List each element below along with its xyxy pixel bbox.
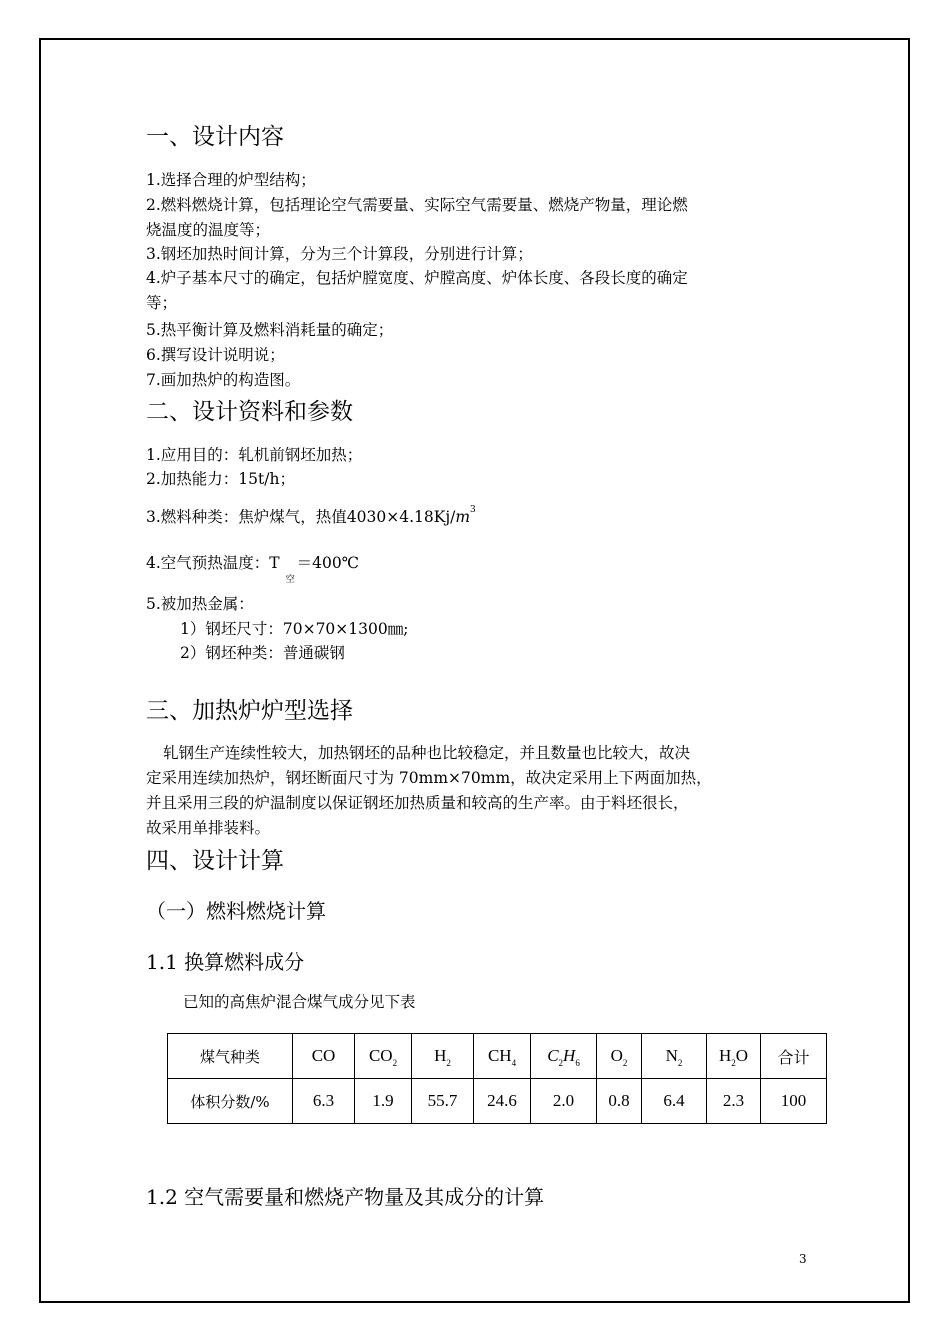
table-cell: 1.9	[355, 1079, 412, 1124]
page-number: 3	[799, 1252, 807, 1266]
table-cell: 55.7	[412, 1079, 474, 1124]
section-1-1-title: 1.1 换算燃料成分	[146, 950, 305, 974]
table-header-cell: CO	[293, 1034, 355, 1079]
s1-item: 2.燃料燃烧计算，包括理论空气需要量、实际空气需要量、燃烧产物量，理论燃	[146, 196, 688, 214]
s3-line: 并且采用三段的炉温制度以保证钢坯加热质量和较高的生产率。由于料坯很长，	[146, 794, 689, 812]
table-header-cell: $CH_4$	[474, 1034, 531, 1079]
table-header-cell: 煤气种类	[168, 1034, 293, 1079]
s2-subitem: 2）钢坯种类：普通碳钢	[180, 644, 345, 662]
s1-item: 3.钢坯加热时间计算，分为三个计算段，分别进行计算；	[146, 245, 533, 263]
s2-item: 2.加热能力：15t/h；	[146, 470, 295, 488]
table-header-cell: $CO_2$	[355, 1034, 412, 1079]
unit-m: m	[455, 508, 471, 526]
s1-item: 等；	[146, 294, 178, 312]
table-cell: 0.8	[597, 1079, 642, 1124]
s3-line: 定采用连续加热炉，钢坯断面尺寸为 70mm×70mm，故决定采用上下两面加热，	[146, 769, 712, 787]
table-row-label: 体积分数/%	[168, 1079, 293, 1124]
table-header-cell: $O_2$	[597, 1034, 642, 1079]
section-4-subtitle: （一）燃料燃烧计算	[146, 899, 326, 923]
s1-item: 4.炉子基本尺寸的确定，包括炉膛宽度、炉膛高度、炉体长度、各段长度的确定	[146, 269, 688, 287]
table-header-cell: $H_2$	[412, 1034, 474, 1079]
s2-item: 5.被加热金属：	[146, 595, 254, 613]
table-intro: 已知的高焦炉混合煤气成分见下表	[183, 993, 416, 1011]
s1-item: 5.热平衡计算及燃料消耗量的确定；	[146, 321, 394, 339]
table-row	[168, 1034, 827, 1079]
s1-item: 7.画加热炉的构造图。	[146, 371, 301, 389]
table-cell: 2.3	[707, 1079, 761, 1124]
section-4-title: 四、设计计算	[146, 848, 284, 874]
table-header-cell: 合计	[761, 1034, 827, 1079]
s2-item-fuel: 3.燃料种类：焦炉煤气，热值$4030\times 4.18Kj/m^3$	[146, 505, 476, 526]
s1-item: 6.撰写设计说明说；	[146, 346, 285, 364]
gas-composition-table	[167, 1033, 827, 1124]
s2-item: 1.应用目的：轧机前钢坯加热；	[146, 446, 363, 464]
s3-line: 轧钢生产连续性较大，加热钢坯的品种也比较稳定，并且数量也比较大，故决	[163, 744, 691, 762]
section-3-title: 三、加热炉炉型选择	[146, 698, 353, 724]
table-row	[168, 1079, 827, 1124]
table-cell: 6.3	[293, 1079, 355, 1124]
s2-item-temp: 4.空气预热温度：$T_空=400℃$	[146, 554, 360, 585]
table-header-cell: $H_2O$	[707, 1034, 761, 1079]
table-cell: 100	[761, 1079, 827, 1124]
table-cell: 2.0	[531, 1079, 597, 1124]
section-1-2-title: 1.2 空气需要量和燃烧产物量及其成分的计算	[146, 1185, 545, 1209]
s2-subitem: 1）钢坯尺寸：70×70×1300㎜;	[180, 620, 409, 638]
table-header-cell: $C_2H_6$	[531, 1034, 597, 1079]
s3-line: 故采用单排装料。	[146, 819, 271, 837]
table-cell: 24.6	[474, 1079, 531, 1124]
s1-item: 1.选择合理的炉型结构；	[146, 171, 316, 189]
table-header-cell: $N_2$	[642, 1034, 707, 1079]
table-cell: 6.4	[642, 1079, 707, 1124]
s1-item: 烧温度的温度等；	[146, 221, 271, 239]
section-1-title: 一、设计内容	[146, 124, 284, 150]
section-2-title: 二、设计资料和参数	[146, 399, 353, 425]
